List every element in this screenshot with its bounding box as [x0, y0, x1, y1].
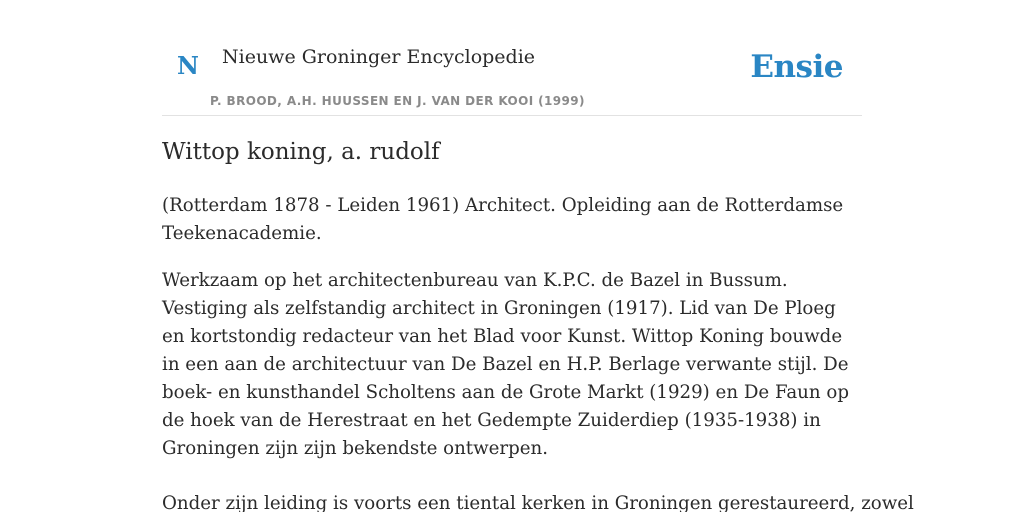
ensie-logo[interactable]: Ensie — [750, 49, 843, 85]
encyclopedia-header — [162, 0, 862, 116]
entry-paragraph: Werkzaam op het architectenbureau van K.P.C. de Bazel in Bussum. Vestiging als zelfstandig architect in Groningen (1917). Lid van De Ploeg en kortstondig redacteur van het Blad voor Kunst. Wittop Koning bouwde in een aan de architectuur van De Bazel en H.P. Berlage verwante stijl. De boek- en kunsthandel Scholtens aan de Grote Markt (1929) en De Faun op de hoek van de Herestraat en het Gedempte Zuiderdiep (1935-1938) in Groningen zijn zijn bekendste ontwerpen. — [162, 270, 849, 459]
page — [162, 0, 914, 512]
encyclopedia-authors: P. BROOD, A.H. HUUSSEN EN J. VAN DER KOOI (1999) — [210, 94, 585, 108]
entry-title: Wittop koning, a. rudolf — [162, 139, 440, 165]
entry-paragraph: (Rotterdam 1878 - Leiden 1961) Architect. Opleiding aan de Rotterdamse Teekenacademie. — [162, 195, 844, 244]
encyclopedia-logo[interactable]: N — [177, 51, 199, 80]
entry-paragraph: Onder zijn leiding is voorts een tiental kerken in Groningen gerestaureerd, zowel — [162, 493, 914, 512]
encyclopedia-title[interactable]: Nieuwe Groninger Encyclopedie — [222, 46, 536, 68]
